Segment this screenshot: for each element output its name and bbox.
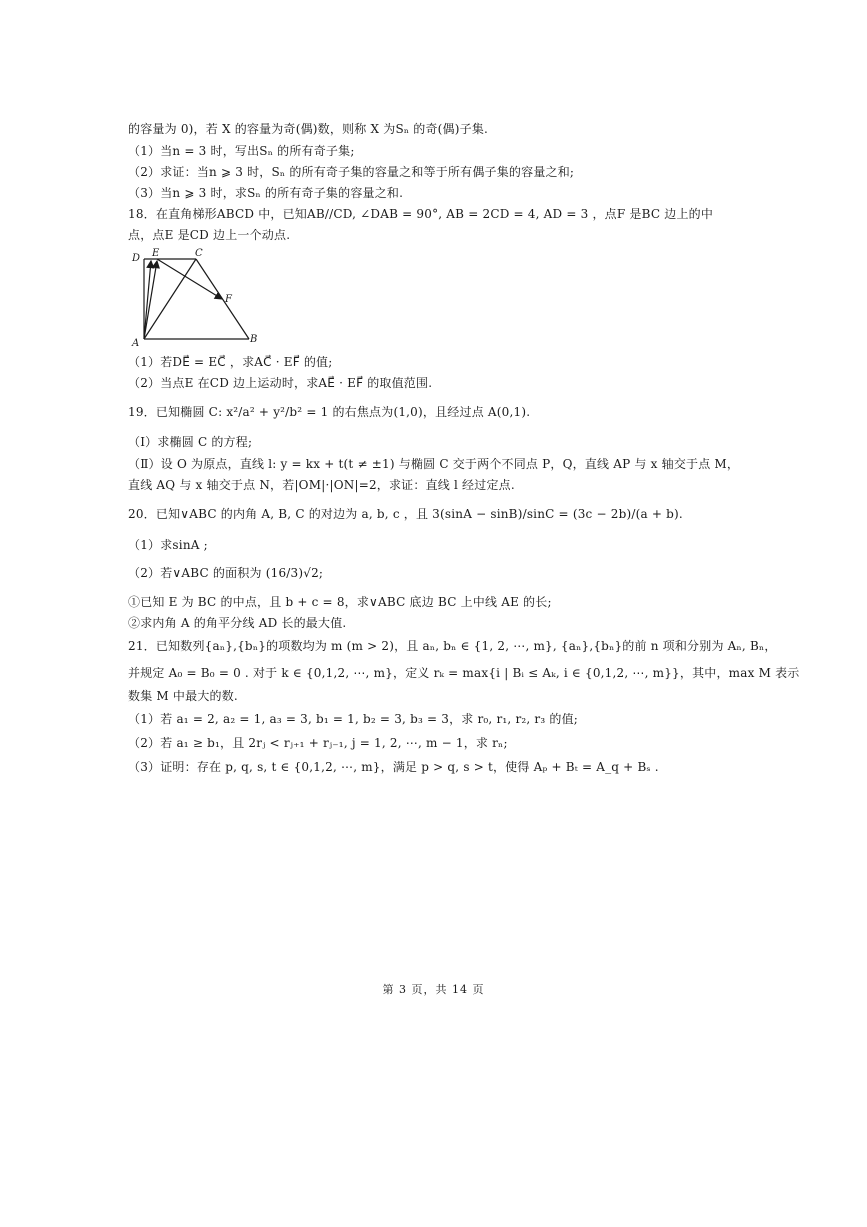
text-line: 并规定 A₀ = B₀ = 0 . 对于 k ∈ {0,1,2, ⋯, m}，定义 rₖ = max{i | Bᵢ ≤ Aₖ, i ∈ {0,1,2, ⋯, m}}，其中，max M 表示 [128,666,800,680]
problem-18-title: 18．在直角梯形ABCD 中，已知AB//CD, ∠DAB = 90°, AB = 2CD = 4, AD = 3 ，点F 是BC 边上的中 [128,207,714,221]
text-line: （2）求证：当n ⩾ 3 时，Sₙ 的所有奇子集的容量之和等于所有偶子集的容量之和; [128,165,575,179]
text-line: 数集 M 中最大的数. [128,689,238,703]
label-c: C [195,248,203,259]
label-a: A [132,338,140,349]
page-footer: 第 3 页，共 14 页 [382,983,485,996]
text-line: （3）当n ⩾ 3 时，求Sₙ 的所有奇子集的容量之和. [128,186,404,200]
text-line: ①已知 E 为 BC 的中点，且 b + c = 8，求∨ABC 底边 BC 上中线 AE 的长; [128,595,552,609]
text-line: （1）若 a₁ = 2, a₂ = 1, a₃ = 3, b₁ = 1, b₂ = 3, b₃ = 3，求 r₀, r₁, r₂, r₃ 的值; [128,712,579,726]
text-line: （1）求sinA ; [128,538,208,552]
problem-19-title: 19．已知椭圆 C: x²/a² + y²/b² = 1 的右焦点为(1,0)，且经过点 A(0,1). [128,405,531,419]
text-line: 的容量为 0)，若 X 的容量为奇(偶)数，则称 X 为Sₙ 的奇(偶)子集. [128,122,489,136]
text-line: （2）若∨ABC 的面积为 (16/3)√2; [128,566,324,580]
problem-20-title: 20．已知∨ABC 的内角 A, B, C 的对边为 a, b, c ，且 3(sinA − sinB)/sinC = (3c − 2b)/(a + b). [128,507,683,521]
label-f: F [225,294,232,305]
text-line: （3）证明：存在 p, q, s, t ∈ {0,1,2, ⋯, m}，满足 p > q, s > t，使得 Aₚ + Bₜ = A_q + Bₛ . [128,760,659,774]
trapezoid-figure [128,246,268,350]
label-d: D [132,253,141,264]
text-line: 点，点E 是CD 边上一个动点. [128,228,291,242]
label-e: E [152,248,160,259]
label-b: B [250,334,258,345]
text-line: ②求内角 A 的角平分线 AD 长的最大值. [128,616,347,630]
vector-ef [157,259,222,299]
text-line: （1）当n = 3 时，写出Sₙ 的所有奇子集; [128,144,355,158]
segment-ac [144,259,196,339]
text-line: （Ⅱ）设 O 为原点，直线 l: y = kx + t(t ≠ ±1) 与椭圆 C 交于两个不同点 P，Q，直线 AP 与 x 轴交于点 M， [128,457,740,471]
text-line: （Ⅰ）求椭圆 C 的方程; [128,435,253,449]
text-line: （2）若 a₁ ≥ b₁，且 2rⱼ < rⱼ₊₁ + rⱼ₋₁, j = 1, 2, ⋯, m − 1，求 rₙ; [128,736,508,750]
text-line: 直线 AQ 与 x 轴交于点 N，若|OM|·|ON|=2，求证：直线 l 经过定点. [128,478,515,492]
problem-21-title: 21．已知数列{aₙ},{bₙ}的项数均为 m (m > 2)，且 aₙ, bₙ ∈ {1, 2, ⋯, m}, {aₙ},{bₙ}的前 n 项和分别为 Aₙ, Bₙ， [128,639,777,653]
text-line: （1）若DE⃗ = EC⃗ ，求AC⃗ · EF⃗ 的值; [128,355,333,369]
text-line: （2）当点E 在CD 边上运动时，求AE⃗ · EF⃗ 的取值范围. [128,376,433,390]
segment-cb [196,259,249,339]
